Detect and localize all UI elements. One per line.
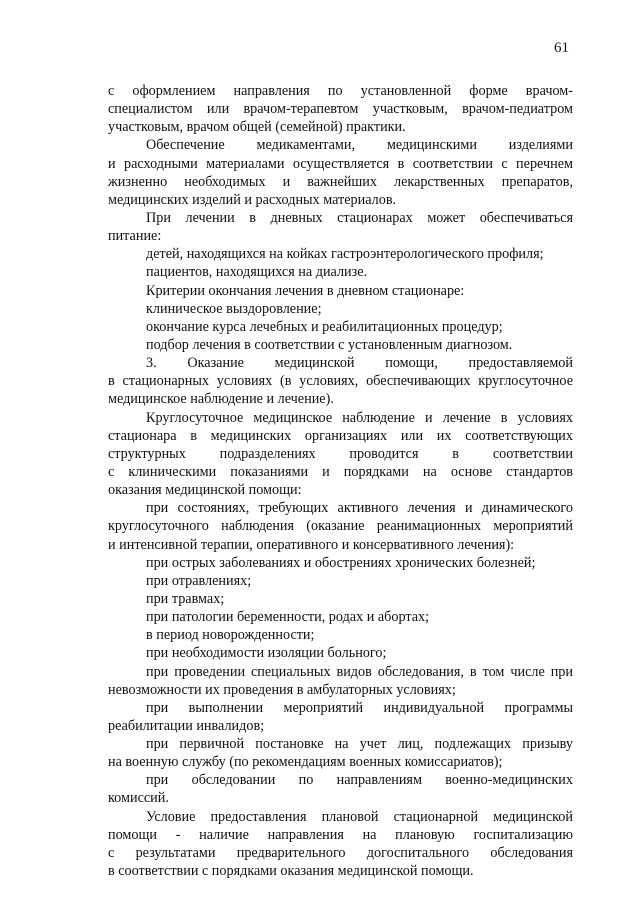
text-line: структурных подразделениях проводится в соответствии [108, 445, 573, 462]
text-line: медицинских изделий и расходных материалов. [108, 191, 397, 208]
text-line: клиническое выздоровление; [146, 300, 322, 317]
document-body [108, 82, 573, 880]
text-line: окончание курса лечебных и реабилитационных процедур; [146, 318, 503, 335]
text-line: участковым, врачом общей (семейной) практики. [108, 119, 406, 136]
text-line: питание: [108, 228, 162, 245]
text-line: Условие предоставления плановой стационарной медицинской [146, 808, 573, 825]
text-line: при проведении специальных видов обследования, в том числе при [146, 663, 573, 680]
text-line: при состояниях, требующих активного лечения и динамического [146, 500, 573, 517]
text-line: при отравлениях; [146, 572, 252, 589]
page-number: 61 [554, 40, 569, 56]
text-line: при выполнении мероприятий индивидуальной программы [146, 699, 573, 716]
text-line: при необходимости изоляции больного; [146, 645, 387, 662]
text-line: специалистом или врачом-терапевтом участковым, врачом-педиатром [108, 101, 573, 118]
text-line: и расходными материалами осуществляется в соответствии с перечнем [108, 155, 573, 172]
text-line: Обеспечение медикаментами, медицинскими изделиями [146, 137, 573, 154]
text-line: круглосуточного наблюдения (оказание реанимационных мероприятий [108, 518, 573, 535]
text-line: детей, находящихся на койках гастроэнтерологического профиля; [146, 246, 544, 263]
text-line: в период новорожденности; [146, 627, 315, 644]
text-line: стационара в медицинских организациях или их соответствующих [108, 427, 573, 444]
text-line: при первичной постановке на учет лиц, подлежащих призыву [146, 736, 573, 753]
text-line: реабилитации инвалидов; [108, 717, 265, 734]
text-line: подбор лечения в соответствии с установленным диагнозом. [146, 336, 513, 353]
text-line: при травмах; [146, 590, 225, 607]
text-line: невозможности их проведения в амбулаторных условиях; [108, 681, 456, 698]
text-line: Критерии окончания лечения в дневном стационаре: [146, 282, 465, 299]
text-line: помощи - наличие направления на плановую госпитализацию [108, 826, 573, 843]
text-line: пациентов, находящихся на диализе. [146, 264, 368, 281]
text-line: в стационарных условиях (в условиях, обеспечивающих круглосуточное [108, 373, 573, 390]
text-line: с результатами предварительного догоспитального обследования [108, 844, 573, 861]
text-line: и интенсивной терапии, оперативного и консервативного лечения): [108, 536, 515, 553]
text-line: с оформлением направления по установленной форме врачом- [108, 83, 573, 99]
text-line: в соответствии с порядками оказания медицинской помощи. [108, 863, 474, 880]
text-line: 3. Оказание медицинской помощи, предоставляемой [146, 355, 573, 372]
text-line: жизненно необходимых и важнейших лекарственных препаратов, [108, 173, 573, 190]
text-line: Круглосуточное медицинское наблюдение и лечение в условиях [146, 409, 573, 426]
text-line: при обследовании по направлениям военно-медицинских [146, 772, 573, 789]
text-line: медицинское наблюдение и лечение). [108, 391, 334, 408]
text-line: оказания медицинской помощи: [108, 482, 302, 499]
text-line: при патологии беременности, родах и абортах; [146, 609, 430, 626]
text-line: с клиническими показаниями и порядками на основе стандартов [108, 463, 573, 480]
text-line: на военную службу (по рекомендациям военных комиссариатов); [108, 754, 503, 771]
text-line: при острых заболеваниях и обострениях хронических болезней; [146, 554, 536, 571]
text-line: При лечении в дневных стационарах может обеспечиваться [146, 209, 573, 226]
text-line: комиссий. [108, 790, 169, 807]
